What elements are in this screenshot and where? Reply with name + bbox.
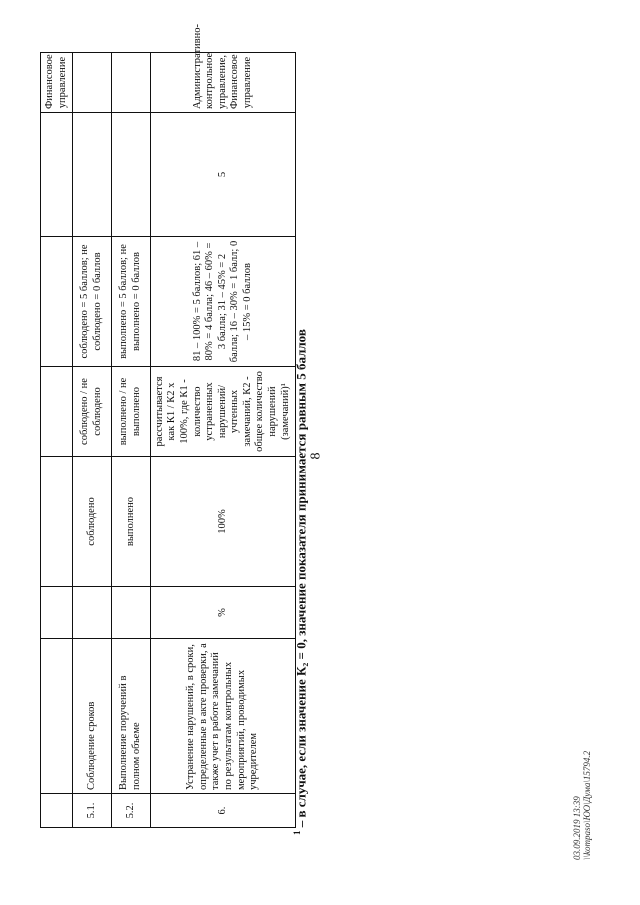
file-stamp: [572, 751, 593, 860]
scoring-cell: выполнено = 5 баллов; не выполнено = 0 баллов: [112, 237, 151, 367]
responsible-unit-cell: [73, 53, 112, 113]
footnote: [292, 195, 309, 835]
table-row: [41, 53, 73, 828]
table-row: [73, 53, 112, 828]
calculation-method-cell: выполнено / не выполнено: [112, 367, 151, 457]
unit-cell: [41, 587, 73, 639]
row-number-cell: 5.2.: [112, 794, 151, 828]
responsible-unit-cell: Финансовое управление: [41, 53, 73, 113]
stamp-path: \\kompaso\ЮО\Дума\15794.2: [582, 750, 593, 860]
target-value-cell: соблюдено: [73, 457, 112, 587]
responsible-unit-cell: Административно-контрольное управление, Финансовое управление: [151, 53, 296, 113]
row-number-cell: [41, 794, 73, 828]
max-score-cell: [112, 113, 151, 237]
calculation-method-cell: соблюдено / не соблюдено: [73, 367, 112, 457]
footnote-marker: 1: [292, 830, 302, 835]
stamp-date: 03.09.2019 13:39: [572, 796, 582, 860]
calculation-method-cell: рассчитывается как К1 / К2 х 100%, где К1 - количество устраненных нарушений/ учтенных замечаний, К2 - общее количество нарушений (замечаний)¹: [151, 367, 296, 457]
criterion-cell: [41, 639, 73, 794]
criterion-cell: Устранение нарушений, в сроки, определенные в акте проверки, а также учет в работе замечаний по результатам контрольных мероприятий, проводимых учредителем: [151, 639, 296, 794]
row-number-cell: 5.1.: [73, 794, 112, 828]
max-score-cell: 5: [151, 113, 296, 237]
responsible-unit-cell: [112, 53, 151, 113]
criterion-cell: Соблюдение сроков: [73, 639, 112, 794]
table-row: [112, 53, 151, 828]
calculation-method-cell: [41, 367, 73, 457]
criteria-table: [40, 24, 296, 828]
table-row: [151, 53, 296, 828]
row-number-cell: 6.: [151, 794, 296, 828]
unit-cell: [73, 587, 112, 639]
max-score-cell: [41, 113, 73, 237]
scoring-cell: [41, 237, 73, 367]
unit-cell: %: [151, 587, 296, 639]
page-number: 8: [308, 452, 324, 460]
target-value-cell: 100%: [151, 457, 296, 587]
criterion-cell: Выполнение поручений в полном объеме: [112, 639, 151, 794]
target-value-cell: выполнено: [112, 457, 151, 587]
footnote-text: – в случае, если значение К₂ = 0, значение показателя принимается равным 5 баллов: [293, 329, 309, 831]
scoring-cell: соблюдено = 5 баллов; не соблюдено = 0 баллов: [73, 237, 112, 367]
target-value-cell: [41, 457, 73, 587]
max-score-cell: [73, 113, 112, 237]
scoring-cell: 81 – 100% = 5 баллов; 61 – 80% = 4 балла; 46 – 60% = 3 балла; 31 – 45% = 2 балла; 16 – 30% = 1 балл; 0 – 15% = 0 баллов: [151, 237, 296, 367]
unit-cell: [112, 587, 151, 639]
